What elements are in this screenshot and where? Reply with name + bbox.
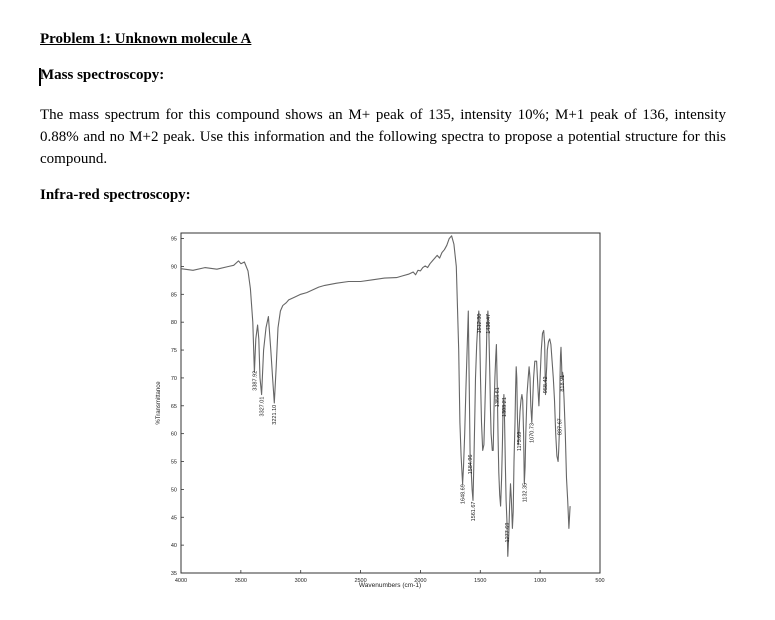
y-tick-label: 70 [170,375,177,382]
peak-label: 1277.69 [504,522,511,543]
y-tick-label: 40 [170,543,177,550]
plot-frame [181,233,600,573]
y-tick-label: 75 [170,348,177,355]
spectrum-line [181,236,570,557]
y-tick-label: 50 [170,487,177,494]
y-tick-label: 95 [170,236,177,243]
x-axis-label: Wavenumbers (cm-1) [358,582,422,589]
ir-spectroscopy-heading: Infra-red spectroscopy: [40,187,191,203]
y-tick-label: 80 [170,320,177,327]
y-tick-label: 85 [170,292,177,299]
peak-label: 3327.01 [259,396,266,417]
y-tick-label: 45 [170,515,177,522]
x-tick-label: 1000 [534,578,547,584]
peak-label: 1584.96 [468,454,475,475]
y-axis-label: %Transmittance [156,381,162,425]
y-tick-label: 35 [170,571,177,577]
x-tick-label: 3000 [294,578,307,584]
x-tick-label: 500 [595,578,605,584]
x-tick-label: 2000 [414,578,427,584]
x-tick-label: 1500 [474,578,487,584]
y-axis-ticks [171,237,184,577]
peak-label: 1175.69 [517,431,524,452]
peak-label: 1070.73 [529,423,536,443]
y-tick-label: 65 [170,403,177,410]
x-tick-label: 3500 [234,578,247,584]
mass-spectroscopy-heading: Mass spectroscopy: [40,67,165,83]
peak-label: 1512.30 [476,313,483,334]
peak-label: 958.42 [543,376,550,394]
ir-spectrum-chart [150,228,610,592]
peak-label: 818.91 [559,374,566,392]
peak-label: 1132.35 [522,482,529,503]
x-tick-label: 4000 [174,578,188,584]
peak-label: 1648.69 [460,484,467,505]
peak-label: 1436.47 [485,313,492,334]
y-tick-label: 90 [170,264,177,271]
y-tick-label: 60 [170,431,177,438]
peak-label: 3387.92 [252,370,259,391]
y-tick-label: 55 [170,459,177,466]
peak-label: 1303.21 [501,397,508,417]
peak-label: 1561.67 [470,501,477,522]
problem-title: Problem 1: Unknown molecule A [40,31,252,47]
peak-label: 837.67 [557,418,564,436]
peak-label: 1358.61 [495,387,502,408]
peak-label: 3221.10 [272,404,279,425]
x-tick-label: 2500 [354,578,367,584]
mass-spectrum-paragraph: The mass spectrum for this compound shows an M+ peak of 135, intensity 10%; M+1 peak of 136, intensity 0.88% and no M+2 peak. Use this information and the following spectra to propose a potential structure for this compound. [40,107,726,167]
